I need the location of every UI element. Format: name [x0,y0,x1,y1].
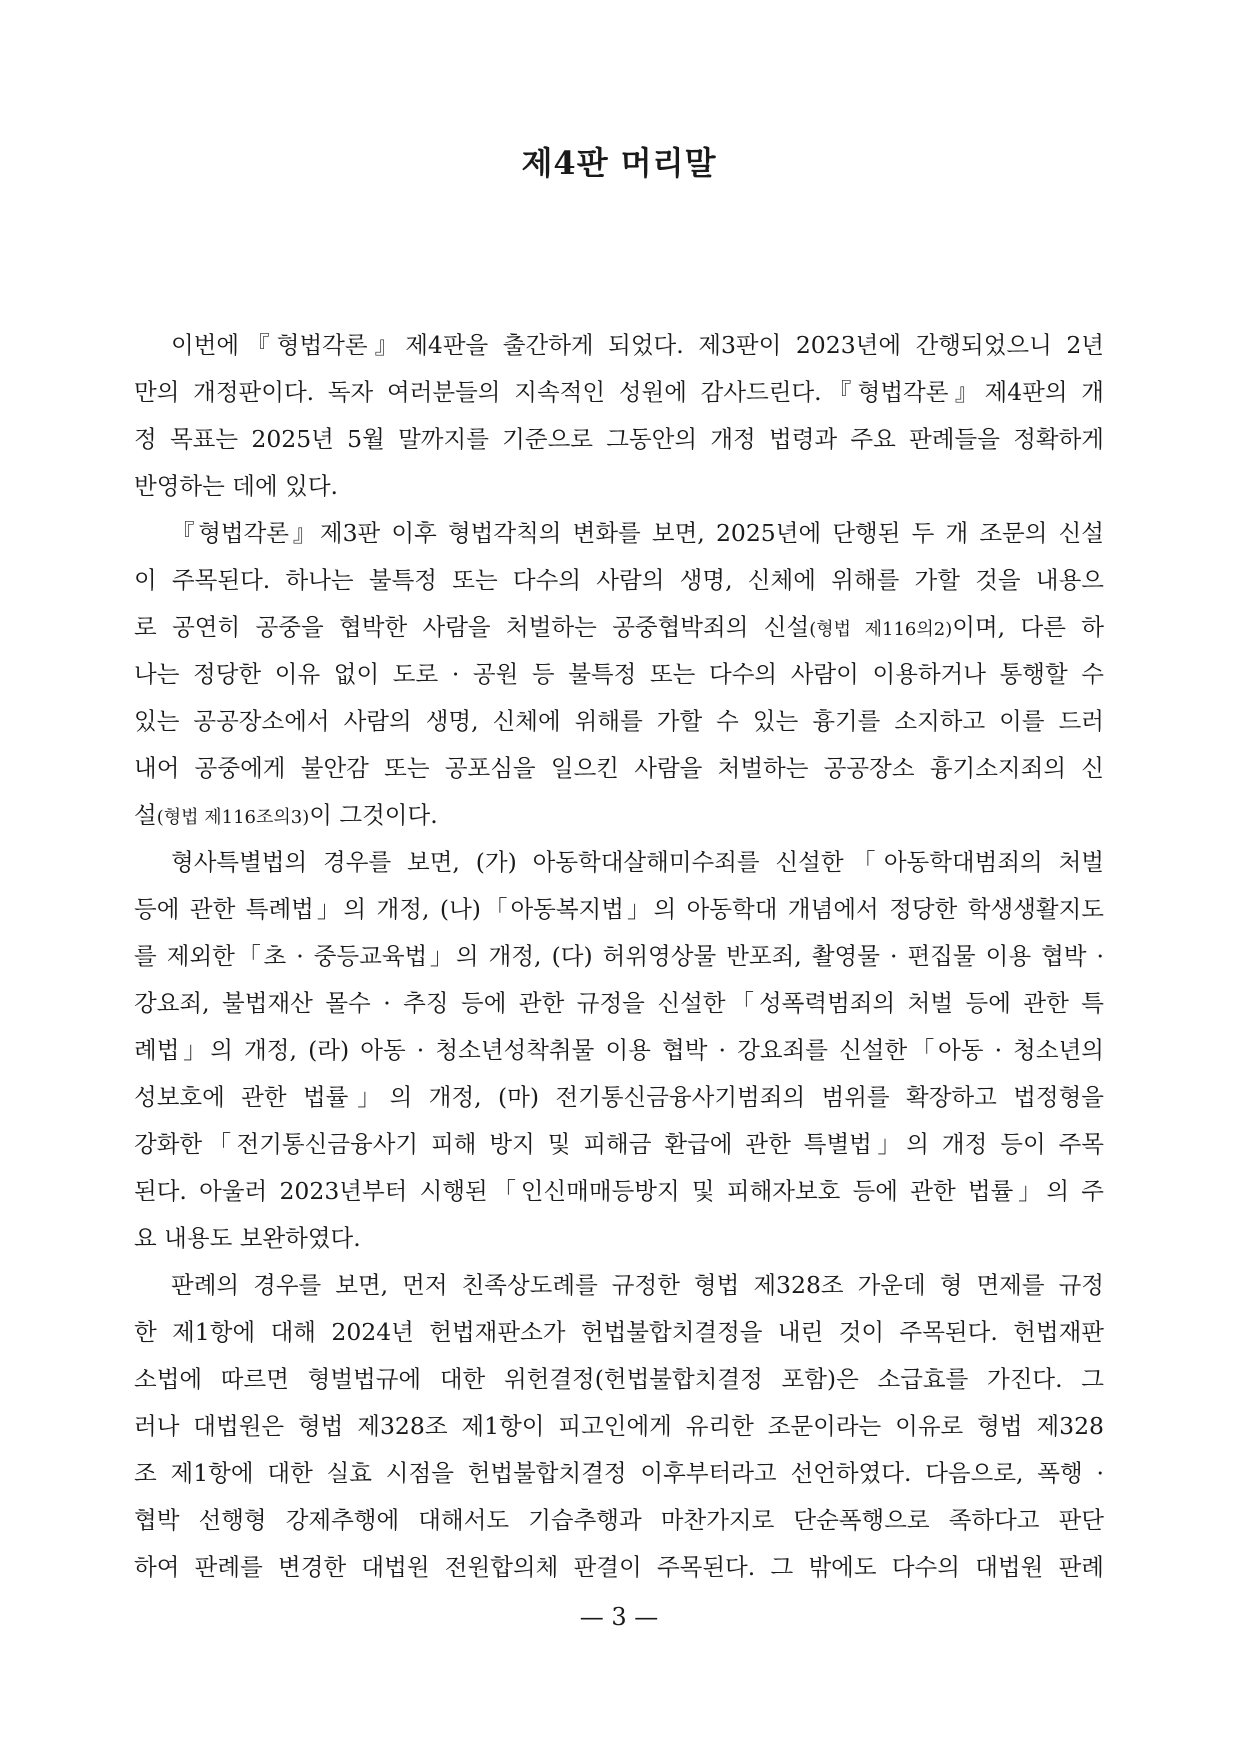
text-line: 된다. 아울러 2023년부터 시행된「인신매매등방지 및 피해자보호 등에 관한 법률」의 주 [134,1177,1104,1205]
statute-citation: (형법 제116의2) [809,619,953,640]
body-text [134,322,1104,1591]
text-line: 판례의 경우를 보면, 먼저 친족상도례를 규정한 형법 제328조 가운데 형 면제를 규정 [171,1271,1104,1299]
text-line [134,604,1104,651]
text-line: 등에 관한 특례법」의 개정, (나)「아동복지법」의 아동학대 개념에서 정당한 학생생활지도 [134,895,1104,923]
text-line: 이번에『형법각론』제4판을 출간하게 되었다. 제3판이 2023년에 간행되었으니 2년 [171,331,1104,359]
text-line: 한 제1항에 대해 2024년 헌법재판소가 헌법불합치결정을 내린 것이 주목된다. 헌법재판 [134,1318,1104,1346]
text-line: 정 목표는 2025년 5월 말까지를 기준으로 그동안의 개정 법령과 주요 판례들을 정확하게 [134,425,1104,453]
text-line: 러나 대법원은 형법 제328조 제1항이 피고인에게 유리한 조문이라는 이유로 형법 제328 [134,1412,1104,1440]
text-line: 반영하는 데에 있다. [134,472,339,500]
statute-citation: (형법 제116조의3) [156,807,310,828]
text-line: 요 내용도 보완하였다. [134,1224,361,1252]
text-line: 성보호에 관한 법률」의 개정, (마) 전기통신금융사기범죄의 범위를 확장하고 법정형을 [134,1083,1104,1111]
text-segment: 이며, 다른 하 [952,613,1104,641]
text-line: 강화한「전기통신금융사기 피해 방지 및 피해금 환급에 관한 특별법」의 개정 등이 주목 [134,1130,1104,1158]
page-title: 제4판 머리말 [521,144,717,182]
text-line: 이 주목된다. 하나는 불특정 또는 다수의 사람의 생명, 신체에 위해를 가할 것을 내용으 [134,566,1104,594]
text-line: 소법에 따르면 형벌법규에 대한 위헌결정(헌법불합치결정 포함)은 소급효를 가진다. 그 [134,1365,1104,1393]
text-line: 강요죄, 불법재산 몰수 · 추징 등에 관한 규정을 신설한「성폭력범죄의 처벌 등에 관한 특 [134,989,1104,1017]
text-line: 만의 개정판이다. 독자 여러분들의 지속적인 성원에 감사드린다.『형법각론』제4판의 개 [134,378,1104,406]
text-line: 『형법각론』제3판 이후 형법각칙의 변화를 보면, 2025년에 단행된 두 개 조문의 신설 [171,519,1104,547]
text-line: 있는 공공장소에서 사람의 생명, 신체에 위해를 가할 수 있는 흉기를 소지하고 이를 드러 [134,707,1104,735]
page-number: — 3 — [579,1603,659,1631]
text-line [134,792,1104,839]
text-line: 를 제외한「초 · 중등교육법」의 개정, (다) 허위영상물 반포죄, 촬영물 · 편집물 이용 협박 · [134,942,1104,970]
text-line: 나는 정당한 이유 없이 도로 · 공원 등 불특정 또는 다수의 사람이 이용하거나 통행할 수 [134,660,1104,688]
text-line: 형사특별법의 경우를 보면, (가) 아동학대살해미수죄를 신설한「아동학대범죄의 처벌 [171,848,1104,876]
text-line: 하여 판례를 변경한 대법원 전원합의체 판결이 주목된다. 그 밖에도 다수의 대법원 판례 [134,1553,1104,1581]
text-segment: 이 그것이다. [309,801,438,829]
text-line: 례법」의 개정, (라) 아동 · 청소년성착취물 이용 협박 · 강요죄를 신설한「아동 · 청소년의 [134,1036,1104,1064]
text-line: 협박 선행형 강제추행에 대해서도 기습추행과 마찬가지로 단순폭행으로 족하다고 판단 [134,1506,1104,1534]
text-line: 내어 공중에게 불안감 또는 공포심을 일으킨 사람을 처벌하는 공공장소 흉기소지죄의 신 [134,754,1104,782]
text-line: 조 제1항에 대한 실효 시점을 헌법불합치결정 이후부터라고 선언하였다. 다음으로, 폭행 · [134,1459,1104,1487]
text-segment: 설 [134,801,157,829]
text-segment: 로 공연히 공중을 협박한 사람을 처벌하는 공중협박죄의 신설 [134,613,810,641]
